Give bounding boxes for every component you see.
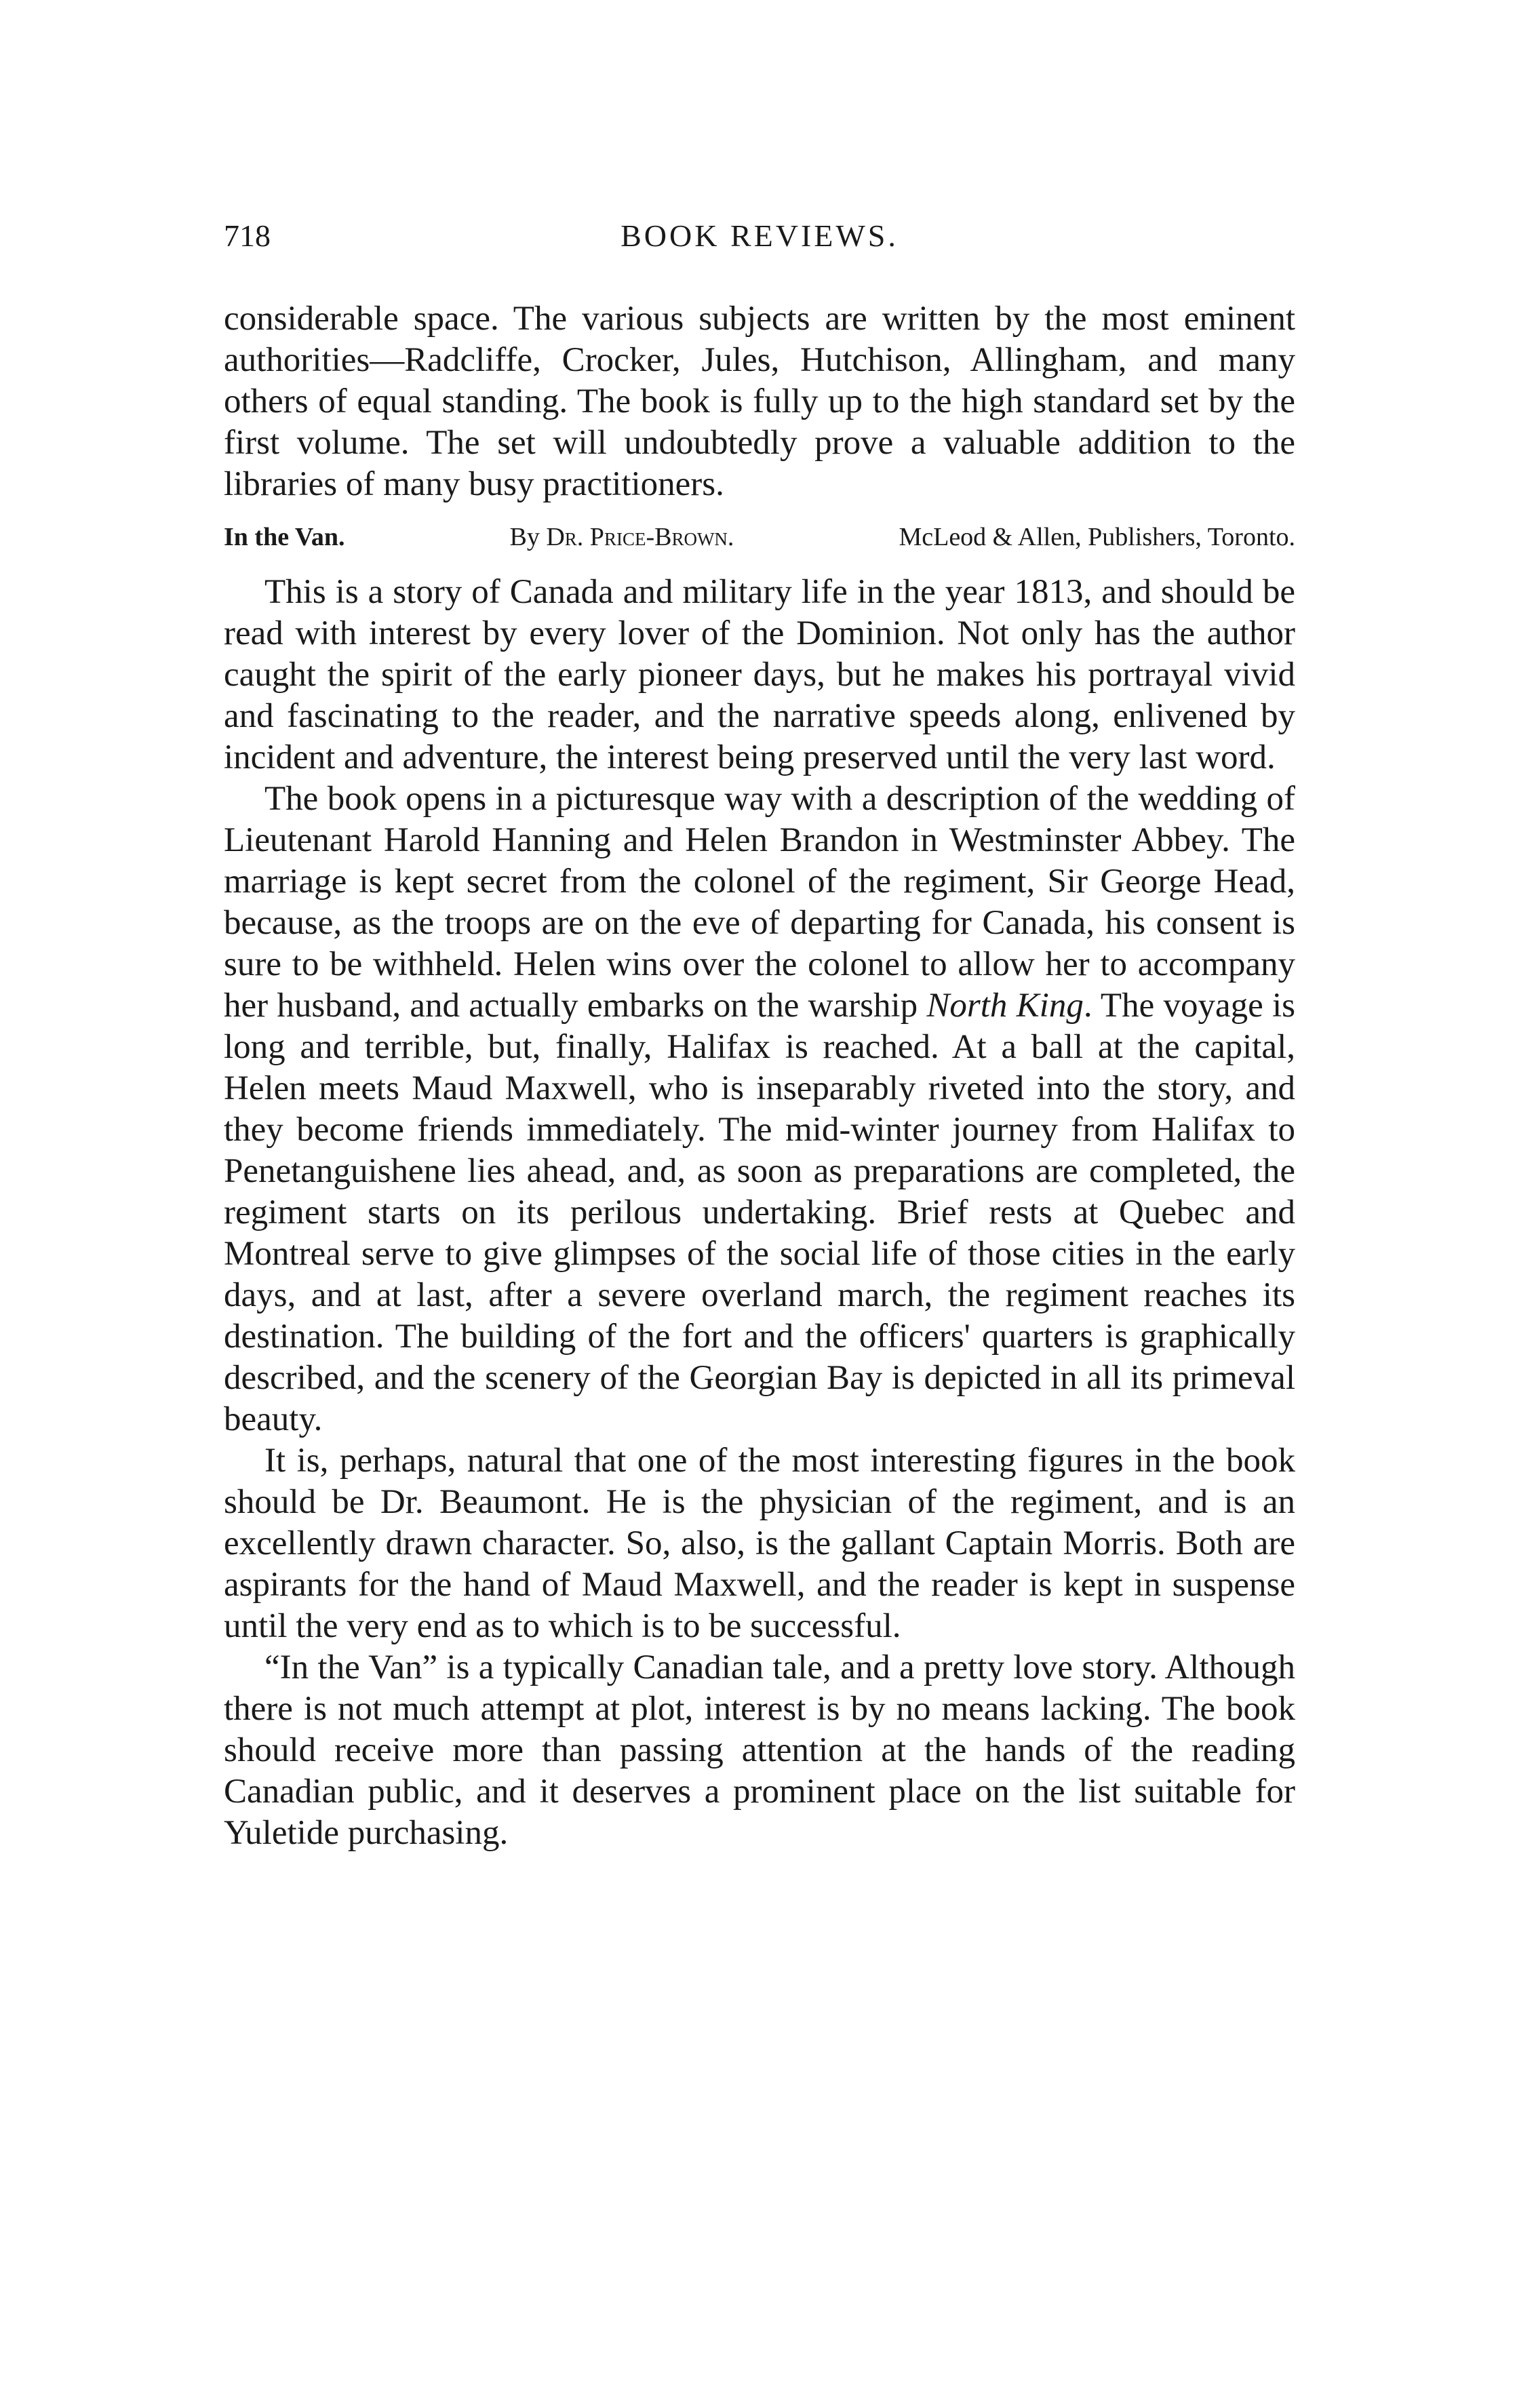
review-author: Dr. Price-Brown. xyxy=(546,523,734,551)
ship-name: North King xyxy=(926,987,1084,1025)
continuation-paragraph: considerable space. The various subjects are written by the most eminent authorities—Radcliffe, Crocker, Jules, Hutchison, Allingham, and many others of equal standing. The book is fully up to the high standard set by the first volume. The set will undoubtedly prove a valuable addition to the libraries of many busy practitioners. xyxy=(224,300,1295,503)
review-paragraph-4: “In the Van” is a typically Canadian tale, and a pretty love story. Although there is not much attempt at plot, interest is by no means lacking. The book should receive more than passing attention at the hands of the reading Canadian public, and it deserves a prominent place on the list suitable for Yuletide purchasing. xyxy=(224,1649,1295,1852)
review-author-line xyxy=(510,520,734,554)
review-paragraph-2-part-b: . The voyage is long and terrible, but, finally, Halifax is reached. At a ball at the capital, Helen meets Maud Maxwell, who is inseparably riveted into the story, and they become friends immediately. The mid-winter journey from Halifax to Penetanguishene lies ahead, and, as soon as preparations are completed, the regiment starts on its perilous undertaking. Brief rests at Quebec and Montreal serve to give glimpses of the social life of those cities in the early days, and at last, after a severe overland march, the regiment reaches its destination. The building of the fort and the officers' quarters is graphically described, and the scenery of the Georgian Bay is depicted in all its primeval beauty. xyxy=(224,987,1295,1438)
review-paragraph-2 xyxy=(224,778,1295,1440)
review-paragraph-3: It is, perhaps, natural that one of the most interesting figures in the book should be Dr. Beaumont. He is the physician of the regiment, and is an excellently drawn character. So, also, is the gallant Captain Morris. Both are aspirants for the hand of Maud Maxwell, and the reader is kept in suspense until the very end as to which is to be successful. xyxy=(224,1442,1295,1645)
review-paragraph-2-part-a: The book opens in a picturesque way with a description of the wedding of Lieutenant Harold Hanning and Helen Brandon in Westminster Abbey. The marriage is kept secret from the colonel of the regiment, Sir George Head, because, as the troops are on the eve of departing for Canada, his consent is sure to be withheld. Helen wins over the colonel to allow her to accompany her husband, and actually embarks on the warship xyxy=(224,780,1295,1025)
review-publisher: McLeod & Allen, Publishers, Toronto. xyxy=(899,523,1295,551)
review-book-title: In the Van. xyxy=(224,523,345,551)
page-number: 718 xyxy=(224,218,271,253)
page-header xyxy=(224,216,1295,263)
review-by: By xyxy=(509,523,540,551)
running-head: BOOK REVIEWS. xyxy=(621,218,899,253)
review-heading xyxy=(224,520,1295,554)
page-body xyxy=(224,298,1295,1854)
review-paragraph-1: This is a story of Canada and military life in the year 1813, and should be read with interest by every lover of the Dominion. Not only has the author caught the spirit of the early pioneer days, but he makes his portrayal vivid and fascinating to the reader, and the narrative speeds along, enlivened by incident and adventure, the interest being preserved until the very last word. xyxy=(224,573,1295,776)
